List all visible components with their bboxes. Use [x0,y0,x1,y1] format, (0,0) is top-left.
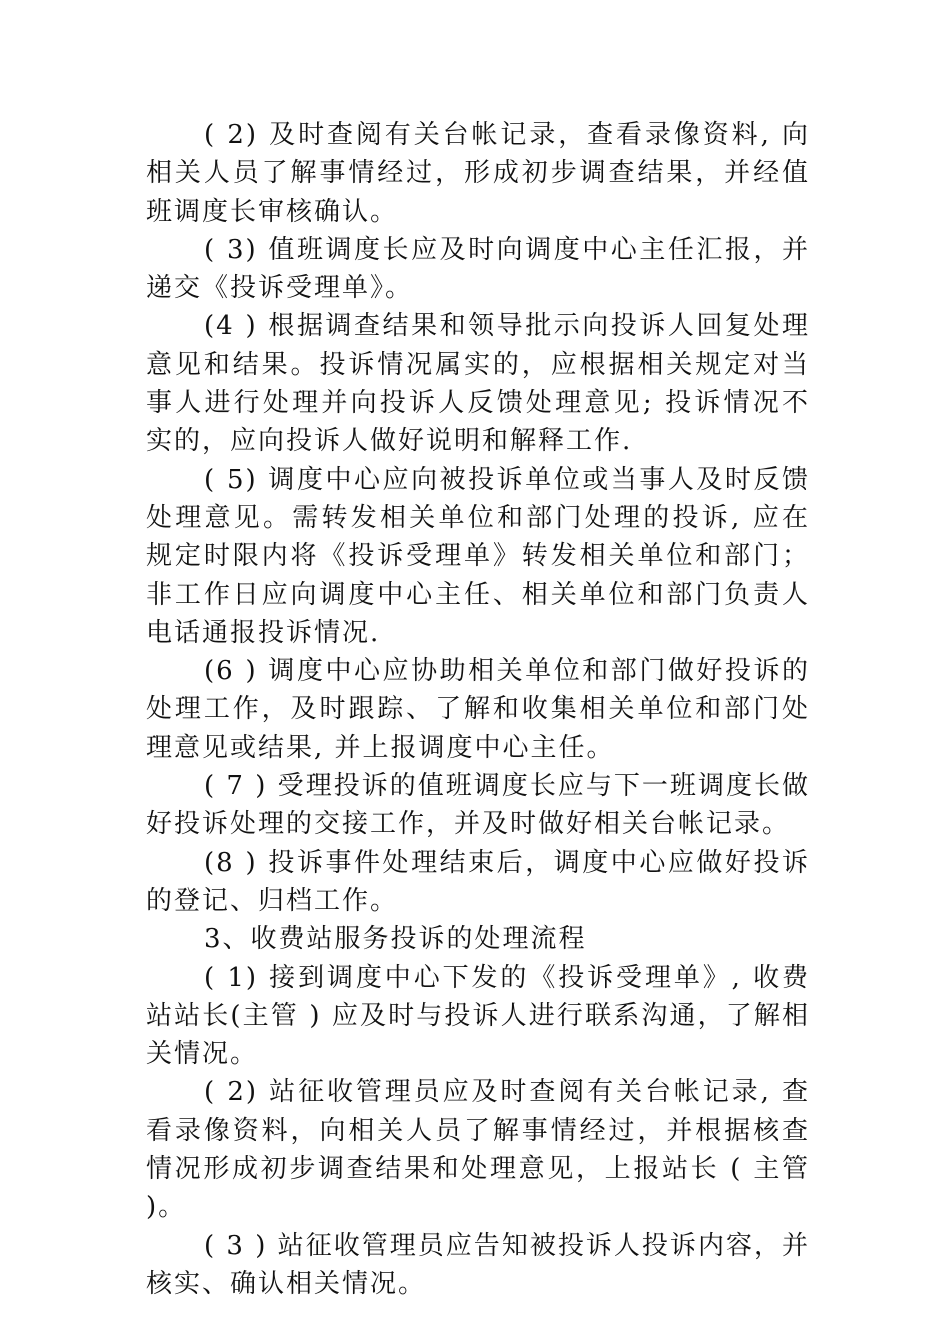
paragraph-report-director: ( 3) 值班调度长应及时向调度中心主任汇报，并递交《投诉受理单》。 [146,234,810,304]
paragraph-archive: (8 ) 投诉事件处理结束后，调度中心应做好投诉的登记、归档工作。 [146,847,810,916]
paragraph-reply-complainant: (4 ) 根据调查结果和领导批示向投诉人回复处理意见和结果。投诉情况属实的，应根据相关规定对当事人进行处理并向投诉人反馈处理意见; 投诉情况不实的，应向投诉人做好说明和解释工作. [146,311,810,457]
paragraph-feedback-units: ( 5) 调度中心应向被投诉单位或当事人及时反馈处理意见。需转发相关单位和部门处理的投诉, 应在规定时限内将《投诉受理单》转发相关单位和部门；非工作日应向调度中心主任、相关单位和部门负责人电话通报投诉情况. [146,464,810,648]
document-body [146,116,810,1303]
paragraph-assist-units: (6 ) 调度中心应协助相关单位和部门做好投诉的处理工作，及时跟踪、了解和收集相关单位和部门处理意见或结果, 并上报调度中心主任。 [146,656,810,763]
paragraph-station-receive: ( 1) 接到调度中心下发的《投诉受理单》, 收费站站长(主管 ) 应及时与投诉人进行联系沟通，了解相关情况。 [146,962,810,1070]
paragraph-station-notify: ( 3 ) 站征收管理员应告知被投诉人投诉内容，并核实、确认相关情况。 [146,1230,810,1299]
paragraph-shift-handover: ( 7 ) 受理投诉的值班调度长应与下一班调度长做好投诉处理的交接工作，并及时做好相关台帐记录。 [146,771,810,840]
paragraph-review-records: ( 2) 及时查阅有关台帐记录，查看录像资料, 向相关人员了解事情经过，形成初步调查结果，并经值班调度长审核确认。 [146,120,810,227]
paragraph-station-investigate: ( 2) 站征收管理员应及时查阅有关台帐记录, 查看录像资料，向相关人员了解事情经过，并根据核查情况形成初步调查结果和处理意见，上报站长 ( 主管 )。 [146,1077,810,1223]
section-heading-toll-station: 3、收费站服务投诉的处理流程 [204,924,587,955]
